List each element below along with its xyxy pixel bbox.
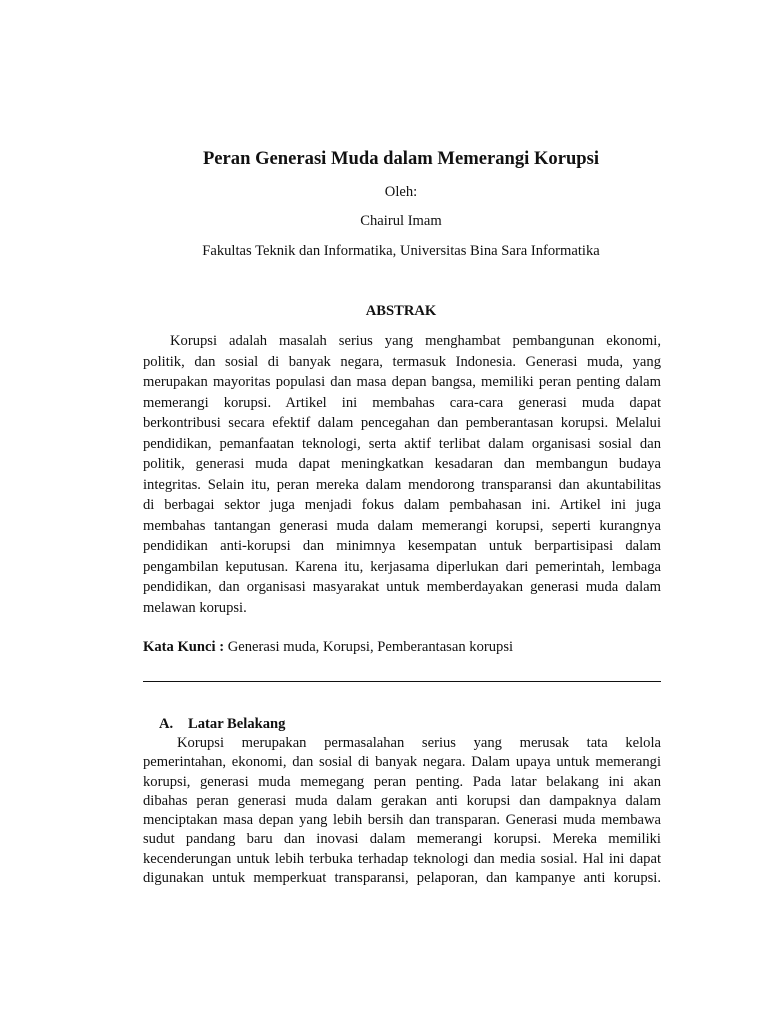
author-affiliation: Fakultas Teknik dan Informatika, Universitas Bina Sara Informatika xyxy=(202,243,600,259)
section-line: Korupsi merupakan permasalahan serius yang merusak tata kelola xyxy=(177,735,661,751)
abstract-line: di berbagai sektor juga menjadi fokus dalam pembahasan ini. Artikel ini juga xyxy=(143,497,661,513)
by-label: Oleh: xyxy=(384,184,418,200)
abstract-line: berkontribusi secara efektif dalam pencegahan dan pemberantasan korupsi. Melalui xyxy=(143,415,661,431)
section-title: Latar Belakang xyxy=(188,716,286,732)
author-name: Chairul Imam xyxy=(360,213,442,229)
section-number: A. xyxy=(159,716,174,732)
section-divider xyxy=(143,681,661,682)
abstract-line: pendidikan anti-korupsi dan minimnya kesempatan untuk berpartisipasi dalam xyxy=(143,538,661,554)
section-line: dibahas peran generasi muda dalam gerakan anti korupsi dan dampaknya dalam xyxy=(143,792,661,809)
section-heading xyxy=(159,715,285,733)
abstract-line: membahas tantangan generasi muda dalam memerangi korupsi, seperti kurangnya xyxy=(143,517,661,534)
section-line: korupsi, generasi muda memegang peran penting. Pada latar belakang ini akan xyxy=(143,773,661,790)
abstract-line: melawan korupsi. xyxy=(143,599,247,616)
abstract-body xyxy=(143,331,661,618)
abstract-line: pendidikan, dan organisasi masyarakat untuk memberdayakan generasi muda dalam xyxy=(143,579,661,595)
abstract-line: merupakan mayoritas populasi dan masa depan bangsa, memiliki peran penting dalam xyxy=(143,374,661,390)
abstract-line: memerangi korupsi. Artikel ini membahas cara-cara generasi muda dapat xyxy=(143,394,661,411)
abstract-heading: ABSTRAK xyxy=(365,303,437,319)
abstract-line: pengambilan keputusan. Karena itu, kerjasama diperlukan dari pemerintah, lembaga xyxy=(143,558,661,575)
keywords xyxy=(143,638,661,656)
abstract-line: politik, dan sosial di banyak negara, termasuk Indonesia. Generasi muda, yang xyxy=(143,353,661,370)
keywords-label: Kata Kunci : xyxy=(143,639,225,655)
keywords-value: Generasi muda, Korupsi, Pemberantasan korupsi xyxy=(227,639,514,655)
document-title: Peran Generasi Muda dalam Memerangi Korupsi xyxy=(202,148,600,169)
section-line: menciptakan masa depan yang lebih bersih dan transparan. Generasi muda membawa xyxy=(143,812,661,829)
section-line: pemerintahan, ekonomi, dan sosial di banyak negara. Dalam upaya untuk memerangi xyxy=(143,754,661,771)
abstract-line: Korupsi adalah masalah serius yang menghambat pembangunan ekonomi, xyxy=(170,333,661,349)
abstract-line: pendidikan, pemanfaatan teknologi, serta aktif terlibat dalam organisasi sosial dan xyxy=(143,435,661,452)
section-body xyxy=(143,734,661,888)
abstract-line: politik, generasi muda dapat meningkatkan kesadaran dan membangun budaya xyxy=(143,456,661,472)
section-line: digunakan untuk memperkuat transparansi, pelaporan, dan kampanye anti korupsi. xyxy=(143,870,661,887)
section-line: kecenderungan untuk lebih terbuka terhadap teknologi dan media sosial. Hal ini dapat xyxy=(143,850,661,867)
section-line: sudut pandang baru dan inovasi dalam memerangi korupsi. Mereka memiliki xyxy=(143,831,661,848)
abstract-line: integritas. Selain itu, peran mereka dalam mendorong transparansi dan akuntabilitas xyxy=(143,476,661,493)
